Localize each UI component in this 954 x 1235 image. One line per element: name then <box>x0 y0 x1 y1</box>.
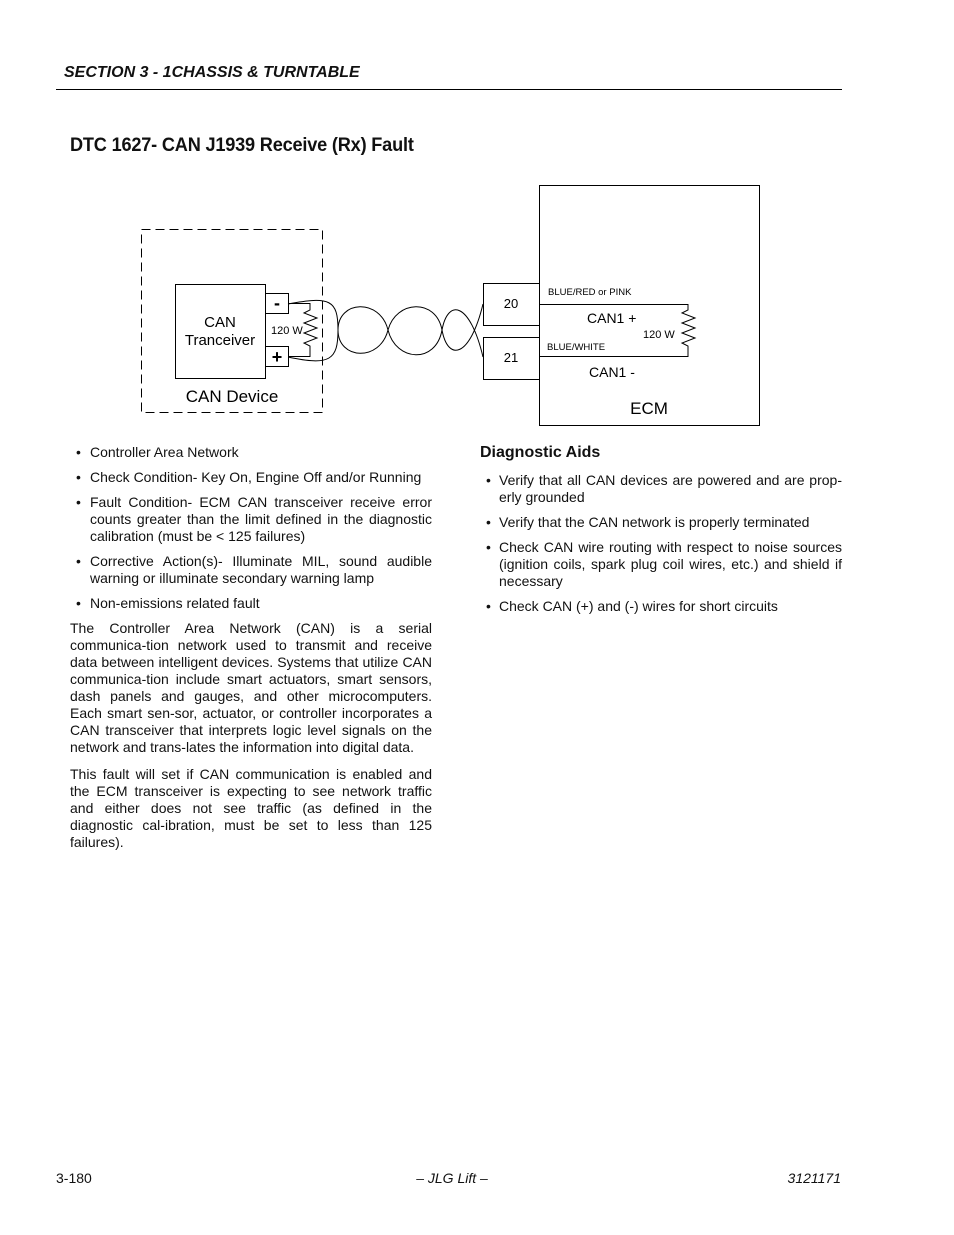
can-minus-label: CAN1 - <box>589 364 635 380</box>
right-column <box>480 444 842 623</box>
can-description-paragraph: The Controller Area Network (CAN) is a serial communica-tion network used to transmit and receive data between intelligent devices. Systems that utilize CAN communica-tion include smart actuators, smart sensors, dash panels and gauges, and other microcomputers. Each smart sen-sor, actuator, or controller incorporates a CAN transceiver that interprets logic level signals on the network and trans-lates the information into digital data. <box>70 620 432 755</box>
pin-20-label: 20 <box>503 296 519 311</box>
list-item: • Controller Area Network <box>70 444 432 461</box>
diagnostic-aids-heading: Diagnostic Aids <box>480 444 601 461</box>
ecm-label: ECM <box>630 399 668 418</box>
minus-label: - <box>274 293 280 313</box>
plus-label: + <box>271 347 283 367</box>
left-column <box>70 444 432 861</box>
footer-brand-text: – JLG Lift – <box>416 1170 488 1186</box>
list-item: • Check Condition- Key On, Engine Off and/or Running <box>70 469 432 486</box>
can-plus-label: CAN1 + <box>587 310 637 326</box>
list-item: • Fault Condition- ECM CAN transceiver receive error counts greater than the limit defined in the diagnostic calibration (must be < 125 failures) <box>70 494 432 545</box>
device-resistor-icon <box>304 303 317 356</box>
list-item: • Non-emissions related fault <box>70 595 432 612</box>
list-item: • Check CAN wire routing with respect to noise sources (ignition coils, spark plug coil wires, etc.) and shield if necessary <box>480 539 842 590</box>
page-number: 3-180 <box>56 1170 92 1186</box>
fault-description-paragraph: This fault will set if CAN communication is enabled and the ECM transceiver is expecting to see network traffic and either does not see traffic (as defined in the diagnostic cal-ibration, must be set to less than 125 failures). <box>70 766 432 850</box>
ecm-box <box>540 186 760 426</box>
list-item: • Corrective Action(s)- Illuminate MIL, sound audible warning or illuminate secondary warning lamp <box>70 553 432 587</box>
document-number: 3121171 <box>787 1170 841 1186</box>
diagnostic-aids-list <box>480 472 842 615</box>
condition-list <box>70 444 432 612</box>
transceiver-label-line2: Tranceiver <box>184 332 256 349</box>
page-title: DTC 1627- CAN J1939 Receive (Rx) Fault <box>70 134 414 156</box>
device-resistor-label: 120 W <box>271 325 303 337</box>
twisted-pair-wire <box>288 300 483 353</box>
list-item: • Check CAN (+) and (-) wires for short circuits <box>480 598 842 615</box>
transceiver-label-line1: CAN <box>204 314 236 331</box>
ecm-resistor-label: 120 W <box>643 329 675 341</box>
list-item: • Verify that the CAN network is properly terminated <box>480 514 842 531</box>
can-device-label: CAN Device <box>185 387 279 406</box>
pin-21-label: 21 <box>503 350 519 365</box>
section-header: SECTION 3 - 1CHASSIS & TURNTABLE <box>64 64 360 81</box>
list-item: • Verify that all CAN devices are powered and are prop-erly grounded <box>480 472 842 506</box>
wire-top-label: BLUE/RED or PINK <box>548 287 632 298</box>
can-wiring-diagram <box>0 0 954 440</box>
wire-bottom-label: BLUE/WHITE <box>547 342 606 353</box>
